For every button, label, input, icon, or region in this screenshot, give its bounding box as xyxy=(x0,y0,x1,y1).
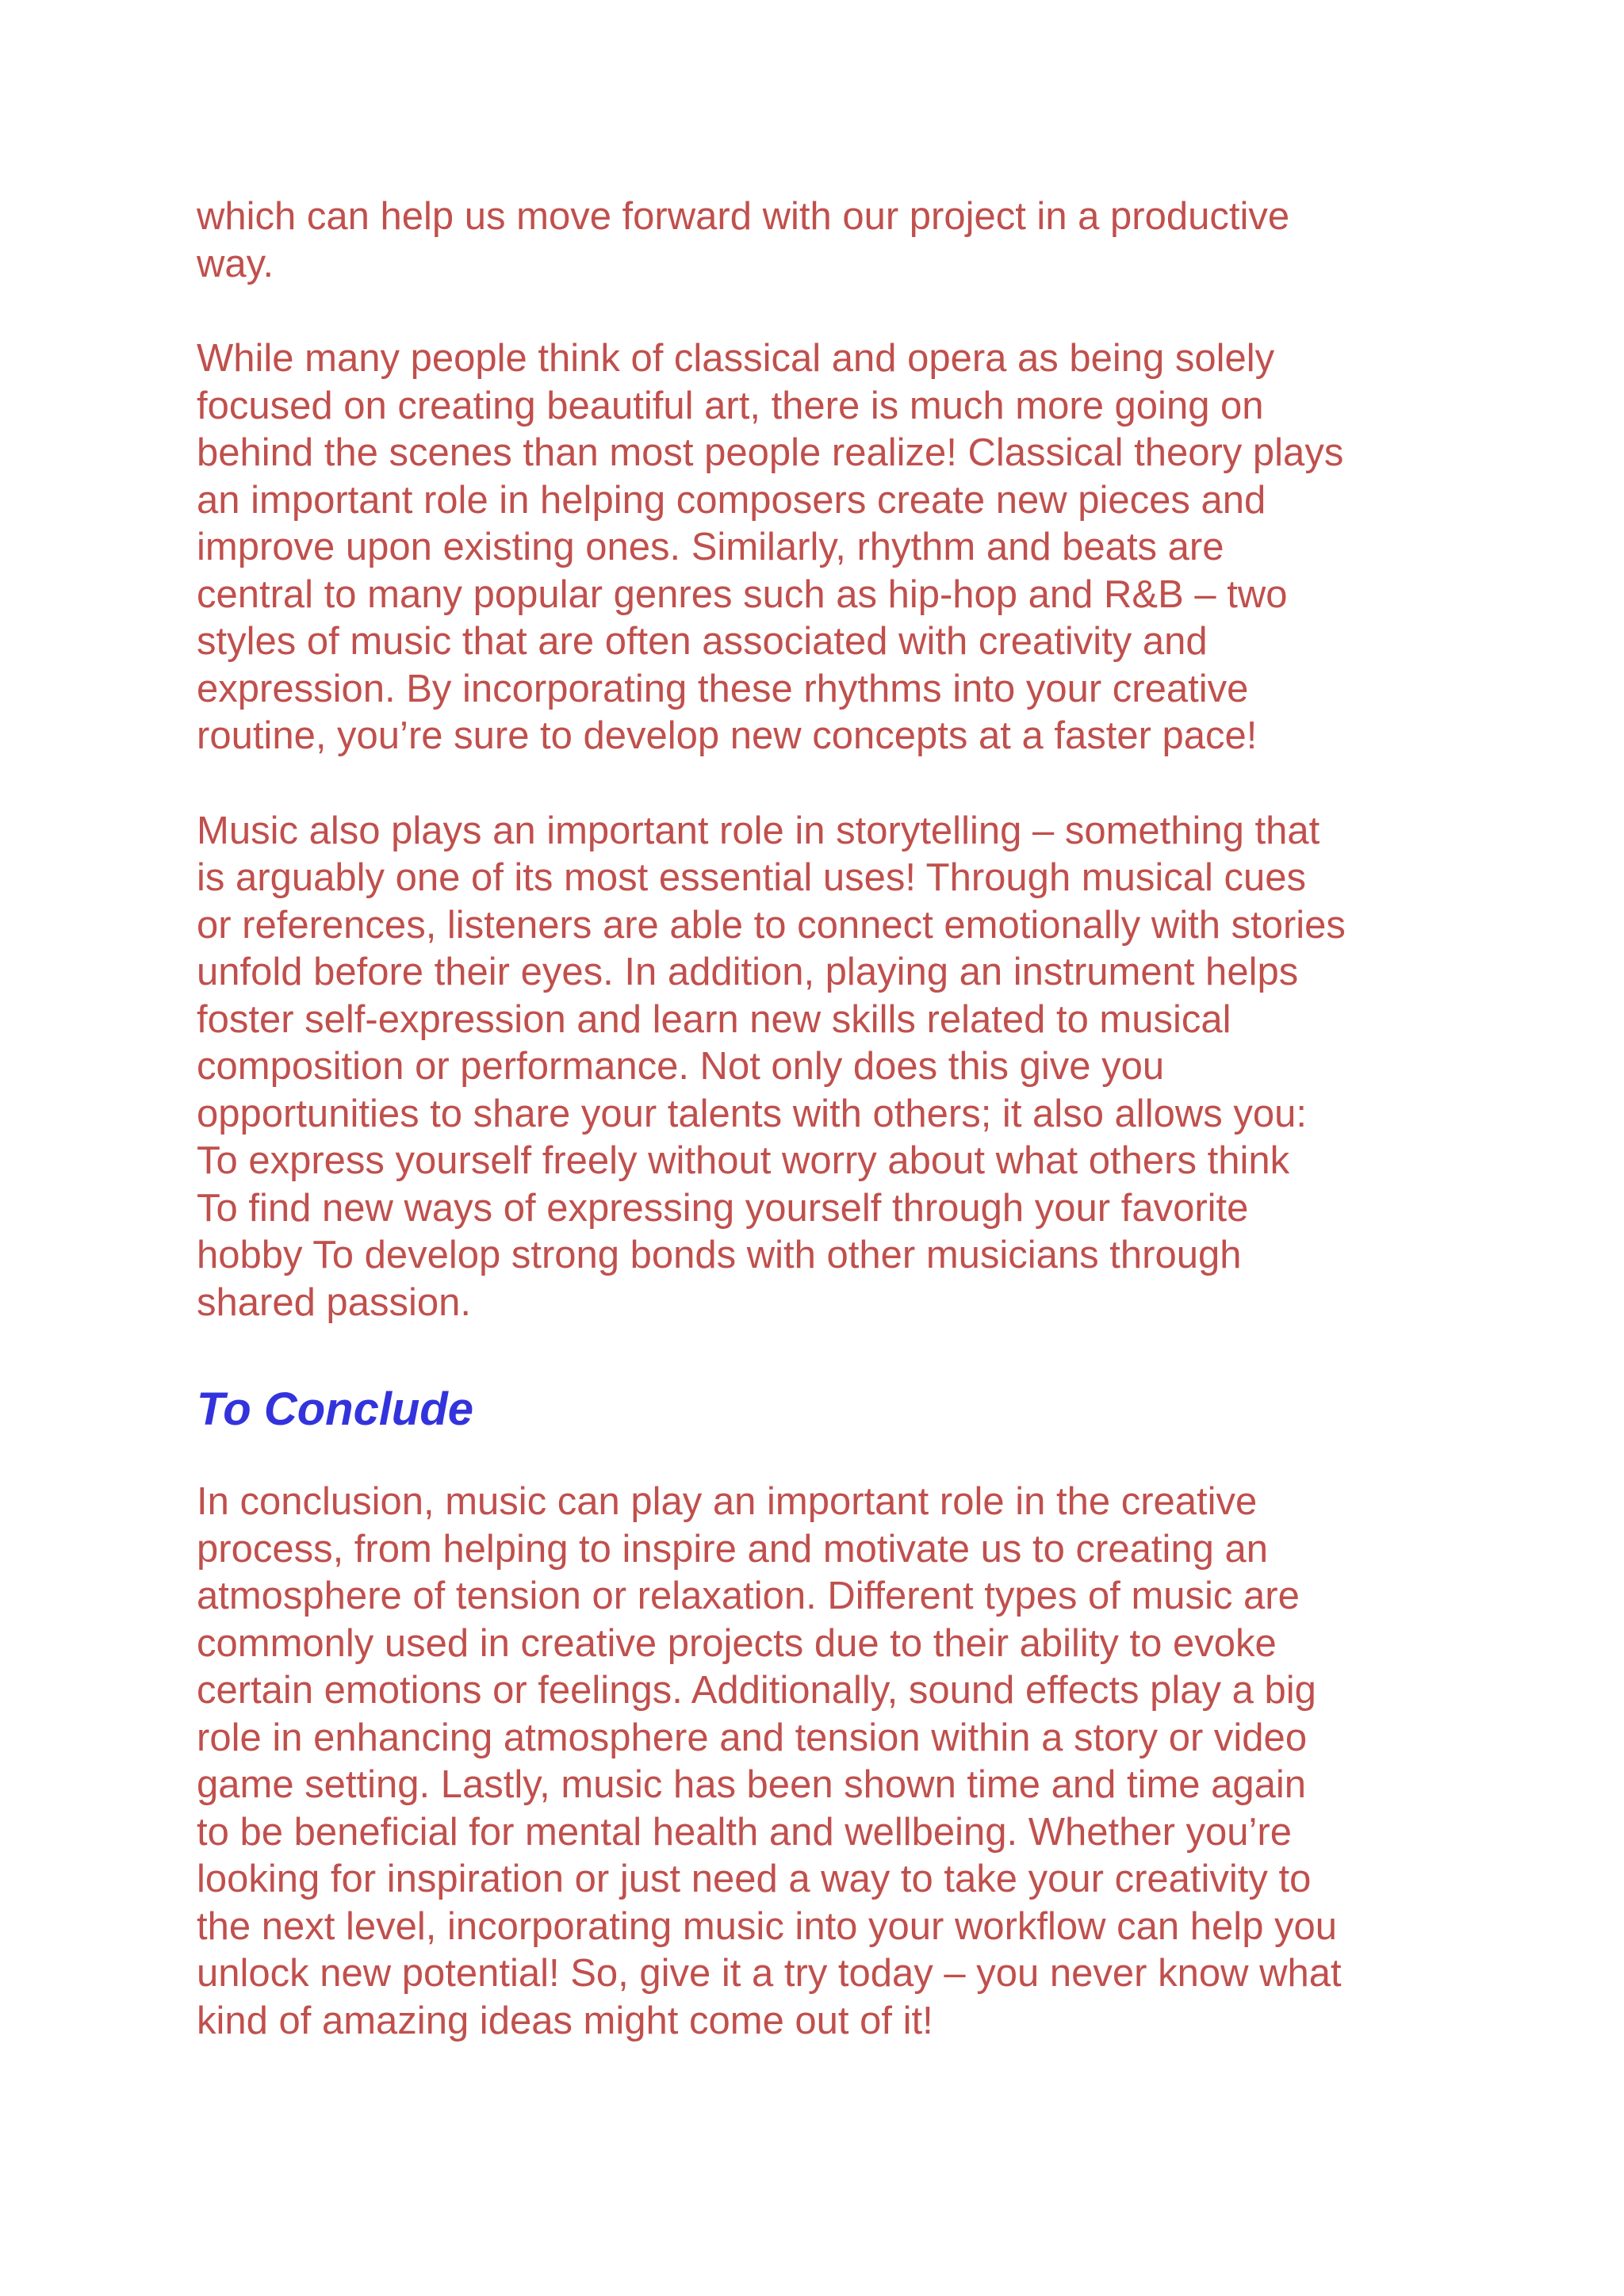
text-line: hobby To develop strong bonds with other musicians through xyxy=(197,1234,1242,1276)
text-line: styles of music that are often associated with creativity and xyxy=(197,620,1208,663)
paragraph-conclusion xyxy=(197,1479,1442,2045)
text-line: to be beneficial for mental health and wellbeing. Whether you’re xyxy=(197,1810,1292,1854)
text-line: opportunities to share your talents with others; it also allows you: xyxy=(197,1092,1307,1135)
text-line: unlock new potential! So, give it a try today – you never know what xyxy=(197,1952,1342,1995)
text-line: kind of amazing ideas might come out of it! xyxy=(197,1999,933,2042)
text-line: role in enhancing atmosphere and tension within a story or video xyxy=(197,1716,1308,1759)
text-line: While many people think of classical and opera as being solely xyxy=(197,337,1275,380)
text-line: way. xyxy=(197,242,274,285)
text-line: certain emotions or feelings. Additionally, sound effects play a big xyxy=(197,1669,1316,1712)
text-line: expression. By incorporating these rhythms into your creative xyxy=(197,667,1249,710)
text-line: game setting. Lastly, music has been shown time and time again xyxy=(197,1763,1307,1806)
text-line: behind the scenes than most people realize! Classical theory plays xyxy=(197,431,1344,474)
text-line: is arguably one of its most essential uses! Through musical cues xyxy=(197,856,1307,899)
text-line: atmosphere of tension or relaxation. Different types of music are xyxy=(197,1575,1300,1617)
section-heading: To Conclude xyxy=(197,1383,474,1435)
text-line: improve upon existing ones. Similarly, rhythm and beats are xyxy=(197,526,1224,568)
text-line: To express yourself freely without worry about what others think xyxy=(197,1139,1290,1182)
text-line: process, from helping to inspire and motivate us to creating an xyxy=(197,1527,1268,1571)
document-content xyxy=(197,193,1442,2045)
text-line: central to many popular genres such as hip-hop and R&B – two xyxy=(197,572,1288,616)
text-line: foster self-expression and learn new skills related to musical xyxy=(197,997,1231,1041)
text-line: or references, listeners are able to connect emotionally with stories xyxy=(197,903,1346,947)
paragraph-intro-continuation xyxy=(197,193,1442,288)
text-line: In conclusion, music can play an important role in the creative xyxy=(197,1480,1258,1523)
text-line: Music also plays an important role in storytelling – something that xyxy=(197,809,1320,852)
text-line: the next level, incorporating music into your workflow can help you xyxy=(197,1904,1338,1948)
text-line: composition or performance. Not only does this give you xyxy=(197,1045,1165,1088)
text-line: looking for inspiration or just need a way to take your creativity to xyxy=(197,1858,1312,1900)
text-line: an important role in helping composers create new pieces and xyxy=(197,478,1266,522)
text-line: commonly used in creative projects due to their ability to evoke xyxy=(197,1621,1277,1665)
text-line: shared passion. xyxy=(197,1280,471,1324)
text-line: focused on creating beautiful art, there is much more going on xyxy=(197,384,1264,427)
text-line: unfold before their eyes. In addition, playing an instrument helps xyxy=(197,951,1299,993)
paragraph-storytelling xyxy=(197,808,1442,1327)
text-line: routine, you’re sure to develop new concepts at a faster pace! xyxy=(197,714,1258,757)
text-line: which can help us move forward with our project in a productive xyxy=(197,195,1290,238)
text-line: To find new ways of expressing yourself through your favorite xyxy=(197,1186,1249,1230)
paragraph-classical-theory xyxy=(197,335,1442,760)
